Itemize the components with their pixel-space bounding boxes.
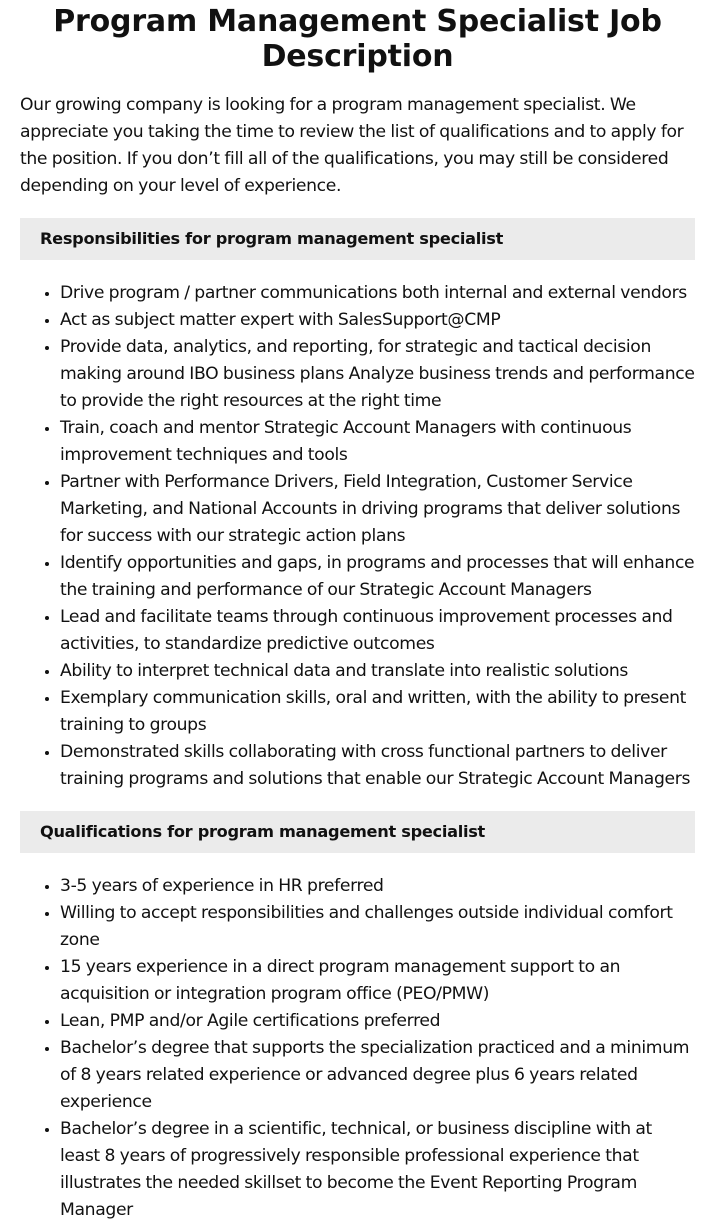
list-item: • Willing to accept responsibilities and challenges outside individual comfort zone (60, 900, 695, 954)
list-item: • 3-5 years of experience in HR preferred (60, 873, 695, 900)
intro-paragraph: Our growing company is looking for a program management specialist. We appreciate you taking the time to review the list of qualifications and to apply for the position. If you don’t fill all of the qualifications, you may still be considered depending on your level of experience. (20, 95, 684, 196)
list-item: • 15 years experience in a direct program management support to an acquisition or integration program office (PEO/PMW) (60, 954, 695, 1008)
list-item: • Provide data, analytics, and reporting, for strategic and tactical decision making around IBO business plans Analyze business trends and performance to provide the right resources at the right time (60, 334, 695, 415)
page-title: Program Management Specialist Job Description (53, 4, 662, 74)
list-item: • Identify opportunities and gaps, in programs and processes that will enhance the training and performance of our Strategic Account Managers (60, 550, 695, 604)
qualifications-list (20, 853, 695, 1224)
qualifications-heading: Qualifications for program management specialist (20, 811, 695, 853)
list-item: • Partner with Performance Drivers, Field Integration, Customer Service Marketing, and National Accounts in driving programs that deliver solutions for success with our strategic action plans (60, 469, 695, 550)
list-item: • Drive program / partner communications both internal and external vendors (60, 280, 695, 307)
list-item: • Bachelor’s degree in a scientific, technical, or business discipline with at least 8 years of progressively responsible professional experience that illustrates the needed skillset to become the Event Reporting Program Manager (60, 1116, 695, 1224)
list-item: • Ability to interpret technical data and translate into realistic solutions (60, 658, 695, 685)
list-item: • Act as subject matter expert with SalesSupport@CMP (60, 307, 695, 334)
responsibilities-list (20, 260, 695, 793)
list-item: • Lead and facilitate teams through continuous improvement processes and activities, to standardize predictive outcomes (60, 604, 695, 658)
list-item: • Exemplary communication skills, oral and written, with the ability to present training to groups (60, 685, 695, 739)
list-item: • Demonstrated skills collaborating with cross functional partners to deliver training programs and solutions that enable our Strategic Account Managers (60, 739, 695, 793)
list-item: • Bachelor’s degree that supports the specialization practiced and a minimum of 8 years related experience or advanced degree plus 6 years related experience (60, 1035, 695, 1116)
responsibilities-heading: Responsibilities for program management specialist (20, 218, 695, 260)
list-item: • Lean, PMP and/or Agile certifications preferred (60, 1008, 695, 1035)
list-item: • Train, coach and mentor Strategic Account Managers with continuous improvement techniques and tools (60, 415, 695, 469)
